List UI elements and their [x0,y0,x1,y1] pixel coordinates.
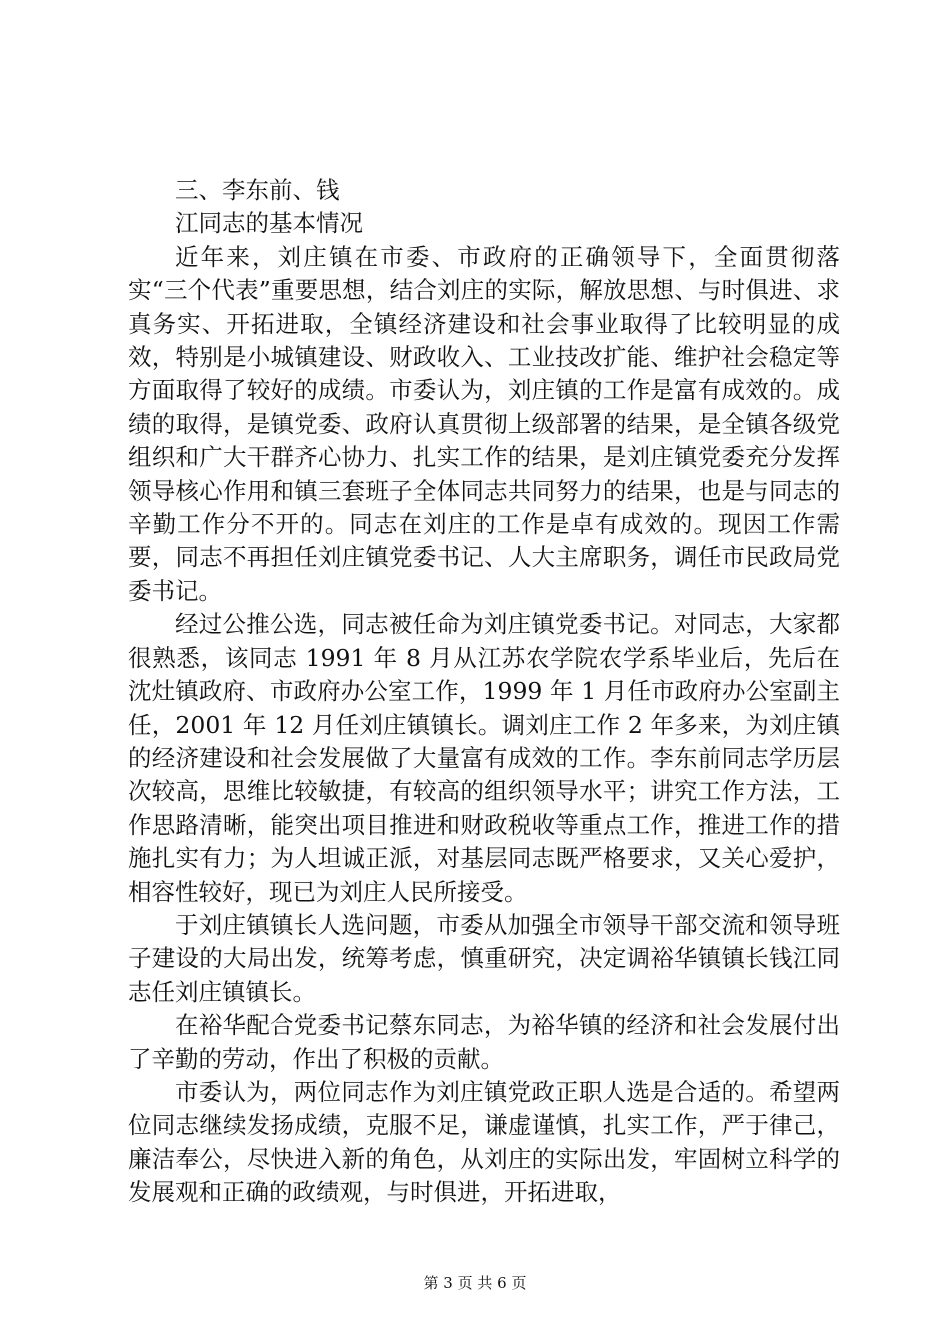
section-heading-line-1: 三、李东前、钱 [175,176,340,204]
document-body [128,174,840,1210]
section-heading-line-2: 江同志的基本情况 [175,209,363,238]
paragraph-committee-expectation: 市委认为，两位同志作为刘庄镇党政正职人选是合适的。希望两位同志继续发扬成绩，克服不足，谦虚谨慎，扎实工作，严于律己，廉洁奉公，尽快进入新的角色，从刘庄的实际出发，牢固树立科学的发展观和正确的政绩观，与时俱进，开拓进取， [128,1077,840,1207]
paragraph-yuhua-contribution: 在裕华配合党委书记蔡东同志，为裕华镇的经济和社会发展付出了辛勤的劳动，作出了积极的贡献。 [128,1011,840,1073]
page-number-footer: 第 3 页 共 6 页 [423,1274,527,1292]
paragraph-mayor-selection: 于刘庄镇镇长人选问题，市委从加强全市领导干部交流和领导班子建设的大局出发，统筹考虑，慎重研究，决定调裕华镇镇长钱江同志任刘庄镇镇长。 [128,910,840,1006]
paragraph-secretary-appointment: 经过公推公选，同志被任命为刘庄镇党委书记。对同志，大家都很熟悉，该同志 1991 年 8 月从江苏农学院农学系毕业后，先后在沈灶镇政府、市政府办公室工作，1999 年 1 月任市政府办公室副主任，2001 年 12 月任刘庄镇镇长。调刘庄工作 2 年多来，为刘庄镇的经济建设和社会发展做了大量富有成效的工作。李东前同志学历层次较高，思维比较敏捷，有较高的组织领导水平；讲究工作方法，工作思路清晰，能突出项目推进和财政税收等重点工作，推进工作的措施扎实有力；为人坦诚正派，对基层同志既严格要求，又关心爱护，相容性较好，现已为刘庄人民所接受。 [128,610,840,906]
paragraph-overview: 近年来，刘庄镇在市委、市政府的正确领导下，全面贯彻落实“三个代表”重要思想，结合刘庄的实际，解放思想、与时俱进、求真务实、开拓进取，全镇经济建设和社会事业取得了比较明显的成效，特别是小城镇建设、财政收入、工业技改扩能、维护社会稳定等方面取得了较好的成绩。市委认为，刘庄镇的工作是富有成效的。成绩的取得，是镇党委、政府认真贯彻上级部署的结果，是全镇各级党组织和广大干群齐心协力、扎实工作的结果，是刘庄镇党委充分发挥领导核心作用和镇三套班子全体同志共同努力的结果，也是与同志的辛勤工作分不开的。同志在刘庄的工作是卓有成效的。现因工作需要，同志不再担任刘庄镇党委书记、人大主席职务，调任市民政局党委书记。 [128,242,840,605]
